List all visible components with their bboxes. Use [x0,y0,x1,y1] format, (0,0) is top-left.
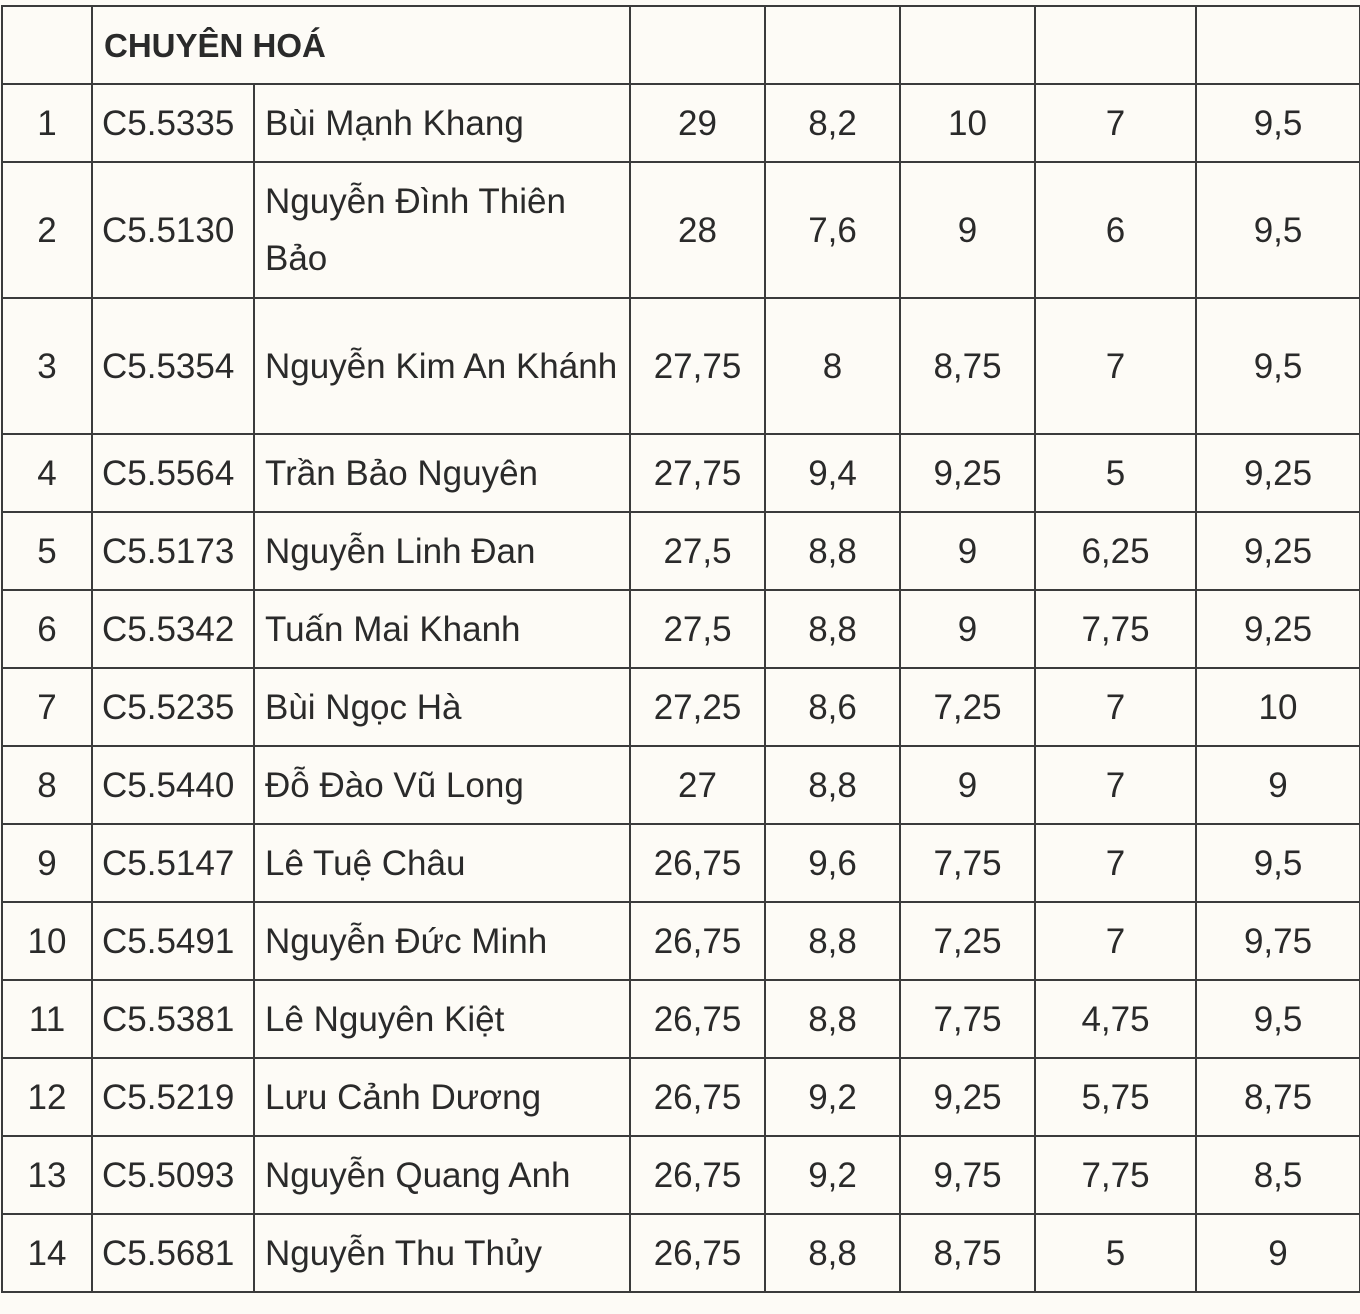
row-number: 3 [2,298,92,434]
candidate-code: C5.5219 [92,1058,254,1136]
row-number: 12 [2,1058,92,1136]
score-2: 7,75 [900,980,1035,1058]
score-4: 8,75 [1196,1058,1360,1136]
table-row [2,1136,1360,1214]
results-table-body [2,6,1360,1292]
total-score: 26,75 [630,1136,765,1214]
total-score: 29 [630,84,765,162]
table-row [2,1214,1360,1292]
total-score: 27,5 [630,512,765,590]
table-row [2,162,1360,298]
row-number: 14 [2,1214,92,1292]
header-cell-empty [900,6,1035,84]
score-4: 9,5 [1196,84,1360,162]
score-4: 10 [1196,668,1360,746]
header-cell-empty [1035,6,1196,84]
table-row [2,512,1360,590]
score-1: 9,6 [765,824,900,902]
student-name: Nguyễn Kim An Khánh [254,298,630,434]
score-4: 9,75 [1196,902,1360,980]
score-3: 7 [1035,902,1196,980]
score-2: 7,25 [900,668,1035,746]
student-name: Nguyễn Linh Đan [254,512,630,590]
score-2: 9 [900,746,1035,824]
student-name: Nguyễn Đình Thiên Bảo [254,162,630,298]
score-4: 9,25 [1196,512,1360,590]
score-4: 9,5 [1196,824,1360,902]
table-row [2,298,1360,434]
row-number: 4 [2,434,92,512]
score-2: 9 [900,512,1035,590]
header-cell-empty [630,6,765,84]
score-4: 9,25 [1196,590,1360,668]
row-number: 1 [2,84,92,162]
score-2: 9,25 [900,1058,1035,1136]
score-4: 9,5 [1196,298,1360,434]
student-name: Đỗ Đào Vũ Long [254,746,630,824]
candidate-code: C5.5130 [92,162,254,298]
student-name: Lưu Cảnh Dương [254,1058,630,1136]
score-3: 5,75 [1035,1058,1196,1136]
score-3: 5 [1035,1214,1196,1292]
total-score: 26,75 [630,824,765,902]
score-2: 9 [900,162,1035,298]
total-score: 26,75 [630,902,765,980]
score-4: 9 [1196,1214,1360,1292]
candidate-code: C5.5491 [92,902,254,980]
score-1: 8 [765,298,900,434]
row-number: 9 [2,824,92,902]
table-row [2,668,1360,746]
candidate-code: C5.5564 [92,434,254,512]
score-1: 8,8 [765,590,900,668]
score-2: 7,25 [900,902,1035,980]
total-score: 28 [630,162,765,298]
score-4: 8,5 [1196,1136,1360,1214]
score-4: 9,5 [1196,980,1360,1058]
student-name: Lê Nguyên Kiệt [254,980,630,1058]
score-1: 8,8 [765,980,900,1058]
total-score: 26,75 [630,1058,765,1136]
total-score: 26,75 [630,980,765,1058]
score-2: 9,25 [900,434,1035,512]
score-1: 8,8 [765,512,900,590]
score-3: 7 [1035,84,1196,162]
candidate-code: C5.5093 [92,1136,254,1214]
student-name: Trần Bảo Nguyên [254,434,630,512]
candidate-code: C5.5235 [92,668,254,746]
table-row [2,746,1360,824]
student-name: Bùi Mạnh Khang [254,84,630,162]
score-1: 8,8 [765,1214,900,1292]
score-1: 9,2 [765,1058,900,1136]
section-title: CHUYÊN HOÁ [92,6,630,84]
score-1: 8,8 [765,902,900,980]
score-3: 5 [1035,434,1196,512]
score-1: 8,2 [765,84,900,162]
score-2: 9 [900,590,1035,668]
score-1: 9,2 [765,1136,900,1214]
score-3: 6,25 [1035,512,1196,590]
score-1: 7,6 [765,162,900,298]
score-4: 9,5 [1196,162,1360,298]
row-number: 5 [2,512,92,590]
student-name: Bùi Ngọc Hà [254,668,630,746]
table-row [2,434,1360,512]
score-1: 8,6 [765,668,900,746]
student-name: Tuấn Mai Khanh [254,590,630,668]
total-score: 27 [630,746,765,824]
total-score: 27,25 [630,668,765,746]
header-cell-empty [2,6,92,84]
score-3: 6 [1035,162,1196,298]
row-number: 2 [2,162,92,298]
row-number: 6 [2,590,92,668]
table-row [2,980,1360,1058]
score-2: 8,75 [900,298,1035,434]
table-row [2,1058,1360,1136]
table-row [2,84,1360,162]
header-cell-empty [765,6,900,84]
candidate-code: C5.5335 [92,84,254,162]
score-3: 7,75 [1035,590,1196,668]
score-3: 7 [1035,824,1196,902]
student-name: Nguyễn Thu Thủy [254,1214,630,1292]
table-row [2,824,1360,902]
row-number: 10 [2,902,92,980]
total-score: 27,75 [630,434,765,512]
score-3: 7 [1035,298,1196,434]
section-header-row [2,6,1360,84]
header-cell-empty [1196,6,1360,84]
table-row [2,902,1360,980]
score-1: 8,8 [765,746,900,824]
candidate-code: C5.5342 [92,590,254,668]
total-score: 27,75 [630,298,765,434]
score-3: 7 [1035,746,1196,824]
candidate-code: C5.5381 [92,980,254,1058]
results-table [1,5,1360,1293]
row-number: 11 [2,980,92,1058]
score-3: 7 [1035,668,1196,746]
score-2: 7,75 [900,824,1035,902]
total-score: 27,5 [630,590,765,668]
candidate-code: C5.5173 [92,512,254,590]
score-1: 9,4 [765,434,900,512]
candidate-code: C5.5354 [92,298,254,434]
student-name: Nguyễn Đức Minh [254,902,630,980]
row-number: 8 [2,746,92,824]
candidate-code: C5.5681 [92,1214,254,1292]
table-row [2,590,1360,668]
student-name: Nguyễn Quang Anh [254,1136,630,1214]
score-4: 9 [1196,746,1360,824]
score-2: 8,75 [900,1214,1035,1292]
row-number: 13 [2,1136,92,1214]
score-3: 7,75 [1035,1136,1196,1214]
candidate-code: C5.5147 [92,824,254,902]
row-number: 7 [2,668,92,746]
score-4: 9,25 [1196,434,1360,512]
score-2: 9,75 [900,1136,1035,1214]
total-score: 26,75 [630,1214,765,1292]
score-3: 4,75 [1035,980,1196,1058]
student-name: Lê Tuệ Châu [254,824,630,902]
score-2: 10 [900,84,1035,162]
candidate-code: C5.5440 [92,746,254,824]
